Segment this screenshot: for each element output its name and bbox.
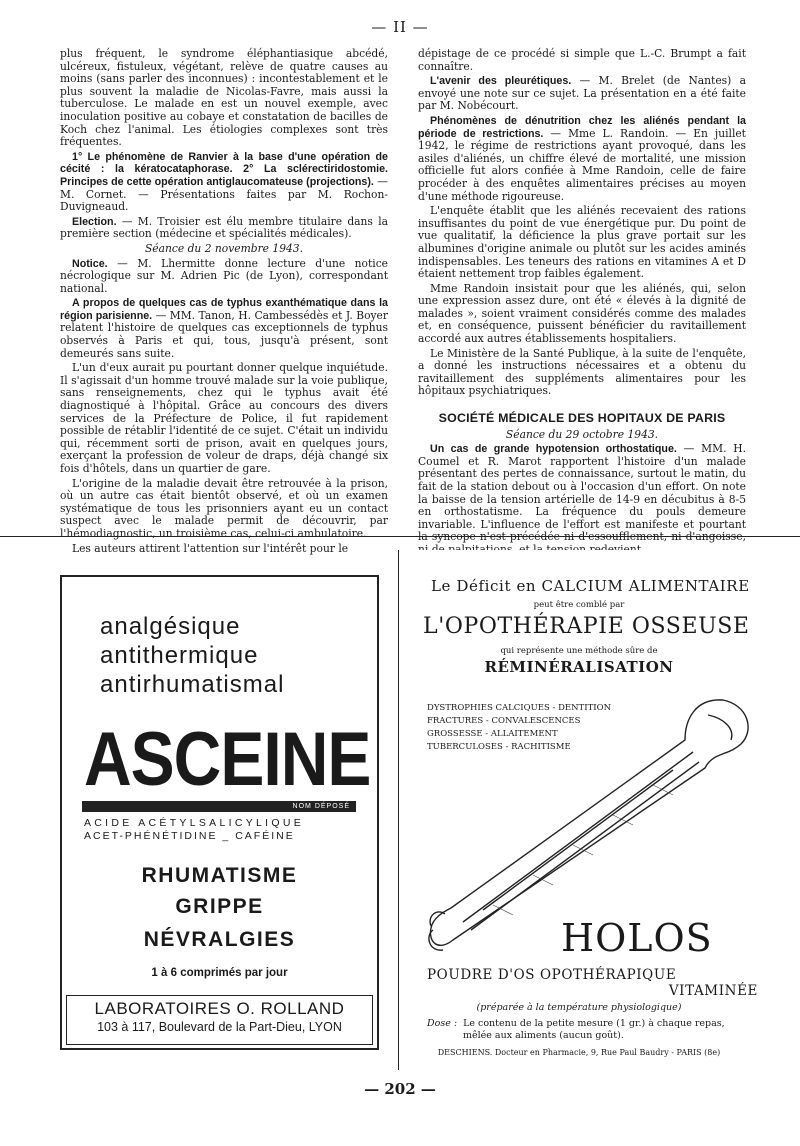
dosage: 1 à 6 comprimés par jour xyxy=(151,967,288,979)
laboratory-address: 103 à 117, Boulevard de la Part-Dieu, LYON xyxy=(97,1020,342,1034)
item-title: A propos de quelques cas de typhus exanthématique dans la région parisienne. xyxy=(60,297,388,322)
trademark-bar: NOM DÉPOSÉ xyxy=(82,801,356,812)
ad-headline: L'OPOTHÉRAPIE OSSEUSE xyxy=(423,614,750,639)
list-item: FRACTURES - CONVALESCENCES xyxy=(427,716,581,726)
ad-line: analgésique xyxy=(100,613,241,640)
ad-line: antithermique xyxy=(100,642,259,669)
paragraph-election xyxy=(60,216,388,241)
paragraph: Les auteurs attirent l'attention sur l'intérêt pour le xyxy=(72,541,349,555)
product-description: POUDRE D'OS OPOTHÉRAPIQUE xyxy=(427,967,677,983)
item-text: — MM. H. Coumel et R. Marot rapportent l'histoire d'un malade présentant des pertes de connaissance, surtout le matin, du fait de la station debout ou à l'occasion d'un effort. On note la baisse de la tension artérielle de 14-9 en décubitus à 8-5 en orthostatisme. La fréquence du pouls demeure invariable. L'influence de l'effort est manifeste et pourtant la syncope n'est précédée ni d'essoufflement, ni d'angoisse, xyxy=(418,442,746,544)
seance-date: Séance du 29 octobre 1943. xyxy=(505,427,659,441)
item-text: — M. Lhermitte donne lecture d'une notice nécrologique sur M. Adrien Pic (de Lyon), correspondant national. xyxy=(60,256,388,295)
item-title: Phénomènes de dénutrition chez les aliénés pendant la période de restrictions. xyxy=(418,114,746,140)
manufacturer: DESCHIENS. Docteur en Pharmacie, 9, Rue Paul Baudry - PARIS (8e) xyxy=(437,1048,721,1057)
list-item: DYSTROPHIES CALCIQUES - DENTITION xyxy=(427,703,612,713)
laboratory-name: LABORATOIRES O. ROLLAND xyxy=(94,999,345,1018)
indication: GRIPPE xyxy=(175,895,264,918)
item-text: — M. Cornet. — Présentations faites par M. Rochon-Duvigneaud. xyxy=(60,174,388,214)
preparation-note: (préparée à la température physiologique) xyxy=(476,1002,682,1013)
dosage-continued: mêlée aux aliments (aucun goût). xyxy=(463,1030,624,1041)
ad-line: antirhumatismal xyxy=(100,671,285,698)
asceine-advertisement xyxy=(60,575,379,1050)
paragraph: Le Ministère de la Santé Publique, à la suite de l'enquête, a donné les instructions nécessaires et a obtenu du ravitaillement des suppléments alimentaires pour les hôpitaux psychiatriques. xyxy=(418,346,746,398)
paragraph-denutrition xyxy=(418,115,746,203)
left-column xyxy=(60,48,388,557)
paragraph-pleuretiques xyxy=(418,75,746,113)
seance-date: Séance du 2 novembre 1943. xyxy=(144,241,303,255)
brand-name: ASCEINE xyxy=(84,716,371,802)
indication: NÉVRALGIES xyxy=(143,928,296,951)
paragraph-hypotension xyxy=(418,443,746,556)
paragraph-notice xyxy=(60,258,388,296)
brand-name: HOLOS xyxy=(561,916,713,960)
item-title: Election. xyxy=(72,215,117,228)
item-text: — Mme L. Randoin. — En juillet 1942, le régime de restrictions ayant provoqué, dans les asiles d'aliénés, un chiffre élevé de mortalité, une mission officielle fut alors confiée à Mme Randoin, celle de faire procéder à des enquêtes alimentaires précises au moyen d'une méthode rigoureuse. xyxy=(418,126,746,203)
laboratory-box xyxy=(66,995,373,1045)
society-heading: SOCIÉTÉ MÉDICALE DES HOPITAUX DE PARIS xyxy=(438,411,726,426)
ad-headline: Le Déficit en CALCIUM ALIMENTAIRE xyxy=(431,577,750,595)
ad-indications xyxy=(100,612,284,699)
paragraph-typhus xyxy=(60,297,388,360)
section-divider xyxy=(0,536,800,537)
composition-line: ACIDE ACÉTYLSALICYLIQUE xyxy=(84,817,305,829)
dose-text: Le contenu de la petite mesure (1 gr.) à chaque repas, xyxy=(463,1018,725,1029)
paragraph: Mme Randoin insistait pour que les aliénés, qui, selon une expression assez dure, ont été « élevés à la dignité de malades », soient vraiment considérés comme des malades et, en conséquence, puissent bénéficier du ravitaillement accordé aux autres établissements hospitaliers. xyxy=(418,281,746,346)
ad-headline: RÉMINÉRALISATION xyxy=(484,658,674,676)
dose-label: Dose : xyxy=(427,1018,458,1029)
dosage xyxy=(427,1018,725,1029)
item-text: — M. Brelet (de Nantes) a envoyé une note sur ce sujet. La présentation en a été faite par M. Nobécourt. xyxy=(418,74,747,113)
composition-line: ACET-PHÉNÉTIDINE _ CAFÉINE xyxy=(84,830,295,842)
item-text: — MM. Tanon, H. Cambessédès et J. Boyer relatent l'histoire de quelques cas exceptionnels de typhus observés à Paris et qui, tous, jusqu'à présent, sont demeurés sans suite. xyxy=(60,308,388,360)
item-title: Un cas de grande hypotension orthostatique. xyxy=(430,443,677,456)
paragraph: L'origine de la maladie devait être retrouvée à la prison, où un autre cas était bientôt observé, et où un examen systématique de tous les prisonniers ayant eu un contact suspect avec le malade permit de découvrir, par l'hémodiagnostic, un troisième cas, celui-ci ambulatoire. xyxy=(60,476,388,540)
paragraph: L'enquête établit que les aliénés recevaient des rations insuffisantes du point de vue énergétique pur. Du point de vue qualitatif, la déficience la plus grave portait sur les albumines d'origine animale ou plutôt sur les acides aminés indispensables. Les teneurs des rations en vitamines A et D étaient nettement trop faibles également. xyxy=(418,204,746,281)
page-number: — 202 — xyxy=(364,1080,436,1098)
product-description: VITAMINÉE xyxy=(668,983,758,999)
right-column xyxy=(418,48,746,559)
list-item: TUBERCULOSES - RACHITISME xyxy=(427,742,571,752)
item-text: — M. Troisier est élu membre titulaire dans la première section (médecine et spécialités médicales). xyxy=(60,214,388,241)
ad-subline: qui représente une méthode sûre de xyxy=(500,646,658,656)
paragraph-ranvier xyxy=(60,151,388,214)
list-item: GROSSESSE - ALLAITEMENT xyxy=(427,729,558,739)
ad-subline: peut être comblé par xyxy=(533,600,625,610)
paragraph: L'un d'eux aurait pu pourtant donner quelque inquiétude. Il s'agissait d'un homme trouvé malade sur la voie publique, sans renseignements, chez qui le typhus avait été diagnostiqué à l'hôpital. Grâce au concours des divers services de la Préfecture de Police, il fut rapidement possible de rétablir l'identité de ce sujet. C'était un individu qui, récemment sorti de prison, avait en quelques jours, exerçant la profession de voleur de draps, déjà changé six fois d'hôtels, dans un quartier de gare. xyxy=(60,361,388,475)
item-title: Notice. xyxy=(72,257,108,270)
item-title: L'avenir des pleurétiques. xyxy=(430,75,572,88)
indication: RHUMATISME xyxy=(141,864,298,887)
paragraph: dépistage de ce procédé si simple que L.-C. Brumpt a fait connaître. xyxy=(418,47,746,73)
paragraph: plus fréquent, le syndrome éléphantiasique abcédé, ulcéreux, fistuleux, végétant, relève de quatre causes au moins (sans parler des inconnues) : incontestablement et le plus souvent la maladie de Nicolas-Favre, mais aussi la tuberculose. Le malade en est un nouvel exemple, avec inoculation positive au cobaye et constatation de bacilles de Koch chez l'animal. Les étiologies complexes sont très fréquentes. xyxy=(60,47,388,149)
item-title: 1° Le phénomène de Ranvier à la base d'une opération de cécité : la kératocataphorase. 2° La sclérectiridostomie. Principes de cette opération antiglaucomateuse (projections). xyxy=(60,150,388,188)
page-roman-numeral: — II — xyxy=(371,18,429,36)
indication-list xyxy=(427,702,611,754)
holos-advertisement xyxy=(398,550,758,1070)
